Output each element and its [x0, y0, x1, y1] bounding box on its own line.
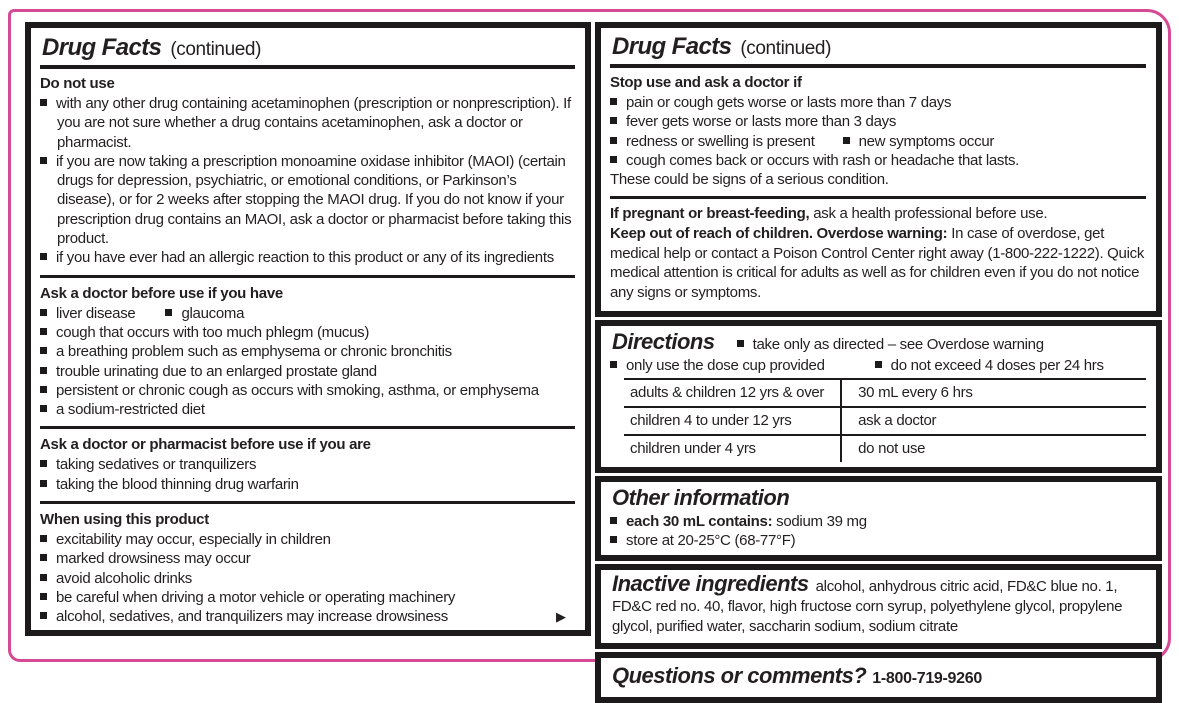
bullet-square-icon — [40, 386, 47, 393]
bullet-item: ▶ alcohol, sedatives, and tranquilizers may increase drowsiness — [40, 607, 575, 626]
title-divider — [610, 64, 1146, 68]
table-row — [624, 436, 1146, 462]
bullet-square-icon — [40, 99, 47, 106]
bullet-square-icon — [875, 361, 882, 368]
pregnancy-warning — [610, 204, 1146, 224]
table-row — [624, 380, 1146, 408]
bullet-square-icon — [40, 405, 47, 412]
section-divider — [40, 426, 575, 429]
bullet-square-icon — [610, 137, 617, 144]
inactive-ingredients-text: alcohol, anhydrous citric acid, FD&C blue no. 1, FD&C red no. 40, flavor, high fructose corn syrup, polyethylene glycol, propylene glycol, purified water, saccharin sodium, sodium citrate — [612, 578, 1123, 635]
bullet-text: store at 20-25°C (68-77°F) — [626, 532, 796, 550]
bullet-item — [40, 455, 575, 474]
dosage-table — [624, 378, 1146, 462]
drug-facts-heading: Drug Facts — [42, 34, 162, 61]
dose-cell: do not use — [840, 436, 1146, 462]
bullet-square-icon — [40, 460, 47, 467]
bullet-item — [875, 356, 1104, 375]
bullet-text: sodium 39 mg — [772, 512, 867, 530]
bullet-item — [40, 588, 575, 607]
age-group-cell: children 4 to under 12 yrs — [630, 411, 792, 429]
bullet-square-icon — [610, 536, 617, 543]
overdose-warning-lead: Keep out of reach of children. Overdose warning: — [610, 225, 948, 243]
inactive-ingredients-paragraph — [610, 573, 1146, 638]
left-panel-title — [40, 32, 575, 65]
table-row — [624, 408, 1146, 436]
stop-use-heading: Stop use and ask a doctor if — [610, 74, 802, 91]
drug-facts-continued-note: (continued) — [170, 39, 262, 60]
ask-doctor-pharmacist-heading: Ask a doctor or pharmacist before use if you are — [40, 436, 371, 454]
overdose-warning — [610, 224, 1146, 302]
bullet-text: pain or cough gets worse or lasts more than 7 days — [626, 94, 952, 111]
bullet-square-icon — [610, 517, 617, 524]
bullet-text: if you are now taking a prescription monoamine oxidase inhibitor (MAOI) (certain drugs for depression, psychiatric, or emotional conditions, or Parkinson’s disease), or for 2 weeks after stopping the MAOI drug. If you do not know if your prescription drug contains an MAOI, ask a doctor or pharmacist before taking this product. — [56, 152, 572, 248]
right-column — [595, 22, 1162, 703]
bullet-item — [40, 94, 575, 152]
bullet-text: be careful when driving a motor vehicle or operating machinery — [56, 588, 456, 606]
bullet-text: if you have ever had an allergic reaction to this product or any of its ingredients — [56, 249, 554, 267]
section-ask-doctor-or-pharmacist — [40, 432, 575, 498]
section-pregnancy-warnings — [610, 202, 1146, 306]
bullet-item — [40, 475, 575, 494]
bullet-text: do not exceed 4 doses per 24 hrs — [890, 357, 1104, 375]
bullet-text-lead: each 30 mL contains: — [626, 512, 773, 530]
directions-title: Directions — [612, 329, 715, 355]
bullet-square-icon — [843, 137, 850, 144]
bullet-square-icon — [40, 574, 47, 581]
bullet-text: take only as directed – see Overdose warning — [752, 336, 1044, 354]
age-group-cell: children under 4 yrs — [630, 439, 756, 457]
bullet-text: cough that occurs with too much phlegm (mucus) — [56, 323, 370, 341]
section-divider — [40, 275, 575, 278]
bullet-square-icon — [40, 593, 47, 600]
bullet-item — [610, 93, 1146, 112]
bullet-text: a breathing problem such as emphysema or chronic bronchitis — [56, 343, 452, 361]
bullet-square-icon — [40, 612, 47, 619]
bullet-text: glaucoma — [181, 304, 245, 322]
bullet-text: liver disease — [56, 304, 136, 322]
bullet-item — [40, 323, 575, 342]
ask-doctor-heading: Ask a doctor before use if you have — [40, 284, 283, 302]
questions-title: Questions or comments? — [612, 663, 867, 689]
bullet-square-icon — [40, 347, 47, 354]
bullet-text: marked drowsiness may occur — [56, 550, 251, 568]
bullet-item — [843, 132, 994, 151]
bullet-item — [40, 152, 575, 248]
bullet-square-icon — [40, 535, 47, 542]
other-information-title: Other information — [612, 484, 790, 510]
bullet-text: a sodium-restricted diet — [56, 401, 205, 419]
bullet-square-icon — [610, 361, 617, 368]
bullet-item — [40, 362, 575, 381]
bullet-text: avoid alcoholic drinks — [56, 569, 192, 587]
bullet-text: taking the blood thinning drug warfarin — [56, 475, 299, 493]
bullet-square-icon — [40, 328, 47, 335]
when-using-heading: When using this product — [40, 511, 209, 529]
directions-header — [610, 329, 1146, 356]
bullet-text: alcohol, sedatives, and tranquilizers may increase drowsiness — [56, 608, 448, 626]
section-do-not-use — [40, 71, 575, 272]
bullet-pair-row — [610, 356, 1146, 375]
bullet-square-icon — [737, 340, 744, 347]
bullet-square-icon — [610, 156, 617, 163]
right-panel-title — [610, 31, 1146, 64]
bullet-text: redness or swelling is present — [626, 132, 815, 150]
bullet-item — [40, 304, 135, 323]
left-drug-facts-panel — [25, 22, 591, 636]
bullet-item — [610, 356, 825, 375]
section-divider — [610, 196, 1146, 199]
bullet-text: cough comes back or occurs with rash or headache that lasts. — [626, 151, 1020, 169]
bullet-square-icon — [610, 117, 617, 124]
bullet-item — [40, 400, 575, 419]
bullet-text: with any other drug containing acetaminophen (prescription or nonprescription). If you are not sure whether a drug contains acetaminophen, ask a doctor or pharmacist. — [56, 95, 571, 151]
pregnancy-warning-rest: ask a health professional before use. — [809, 205, 1048, 223]
bullet-item — [737, 335, 1044, 354]
dose-cell: 30 mL every 6 hrs — [840, 380, 1146, 406]
do-not-use-heading: Do not use — [40, 75, 115, 92]
directions-panel — [595, 320, 1162, 472]
bullet-item — [165, 304, 244, 323]
pregnancy-warning-lead: If pregnant or breast-feeding, — [610, 205, 810, 223]
bullet-item — [40, 530, 575, 549]
drug-facts-continued-note: (continued) — [740, 38, 832, 59]
drug-facts-heading: Drug Facts — [612, 33, 732, 60]
bullet-item — [610, 112, 1146, 131]
bullet-text: trouble urinating due to an enlarged prostate gland — [56, 362, 377, 380]
overdose-warning-rest: In case of overdose, get medical help or contact a Poison Control Center right away (1-800-222-1222). Quick medical attention is critical for adults as well as for children even if you do not notice any signs or symptoms. — [610, 225, 1145, 301]
questions-phone-number: 1-800-719-9260 — [872, 670, 982, 688]
bullet-square-icon — [40, 309, 47, 316]
bullet-square-icon — [40, 253, 47, 260]
bullet-text: persistent or chronic cough as occurs with smoking, asthma, or emphysema — [56, 381, 539, 399]
bullet-square-icon — [40, 554, 47, 561]
age-group-cell: adults & children 12 yrs & over — [630, 383, 825, 401]
bullet-item — [40, 342, 575, 361]
bullet-text: only use the dose cup provided — [626, 357, 825, 375]
bullet-item — [40, 549, 575, 568]
section-ask-a-doctor — [40, 281, 575, 424]
bullet-text: new symptoms occur — [858, 132, 995, 150]
inactive-ingredients-title: Inactive ingredients — [612, 571, 809, 597]
bullet-item — [40, 569, 575, 588]
bullet-item — [610, 151, 1146, 170]
bullet-item — [40, 248, 575, 267]
bullet-pair-row — [40, 304, 575, 323]
right-drug-facts-panel — [595, 22, 1162, 317]
section-stop-use — [610, 70, 1146, 193]
bullet-text: excitability may occur, especially in children — [56, 531, 331, 549]
section-divider — [40, 501, 575, 504]
bullet-square-icon — [40, 157, 47, 164]
bullet-square-icon — [40, 367, 47, 374]
inactive-ingredients-panel — [595, 564, 1162, 649]
stop-use-footnote: These could be signs of a serious condition. — [610, 171, 889, 189]
bullet-text: taking sedatives or tranquilizers — [56, 456, 257, 474]
label-columns — [25, 22, 1162, 703]
bullet-square-icon — [40, 480, 47, 487]
section-when-using — [40, 507, 575, 630]
other-information-panel — [595, 476, 1162, 562]
bullet-item — [40, 381, 575, 400]
bullet-item — [610, 531, 1146, 550]
bullet-text: fever gets worse or lasts more than 3 days — [626, 113, 897, 131]
bullet-item — [610, 512, 1146, 531]
bullet-item — [610, 132, 815, 151]
dose-cell: ask a doctor — [840, 408, 1146, 434]
title-divider — [40, 65, 575, 69]
questions-panel — [595, 652, 1162, 703]
bullet-square-icon — [165, 309, 172, 316]
questions-row — [610, 661, 1146, 692]
bullet-square-icon — [610, 98, 617, 105]
bullet-pair-row — [610, 132, 1146, 151]
